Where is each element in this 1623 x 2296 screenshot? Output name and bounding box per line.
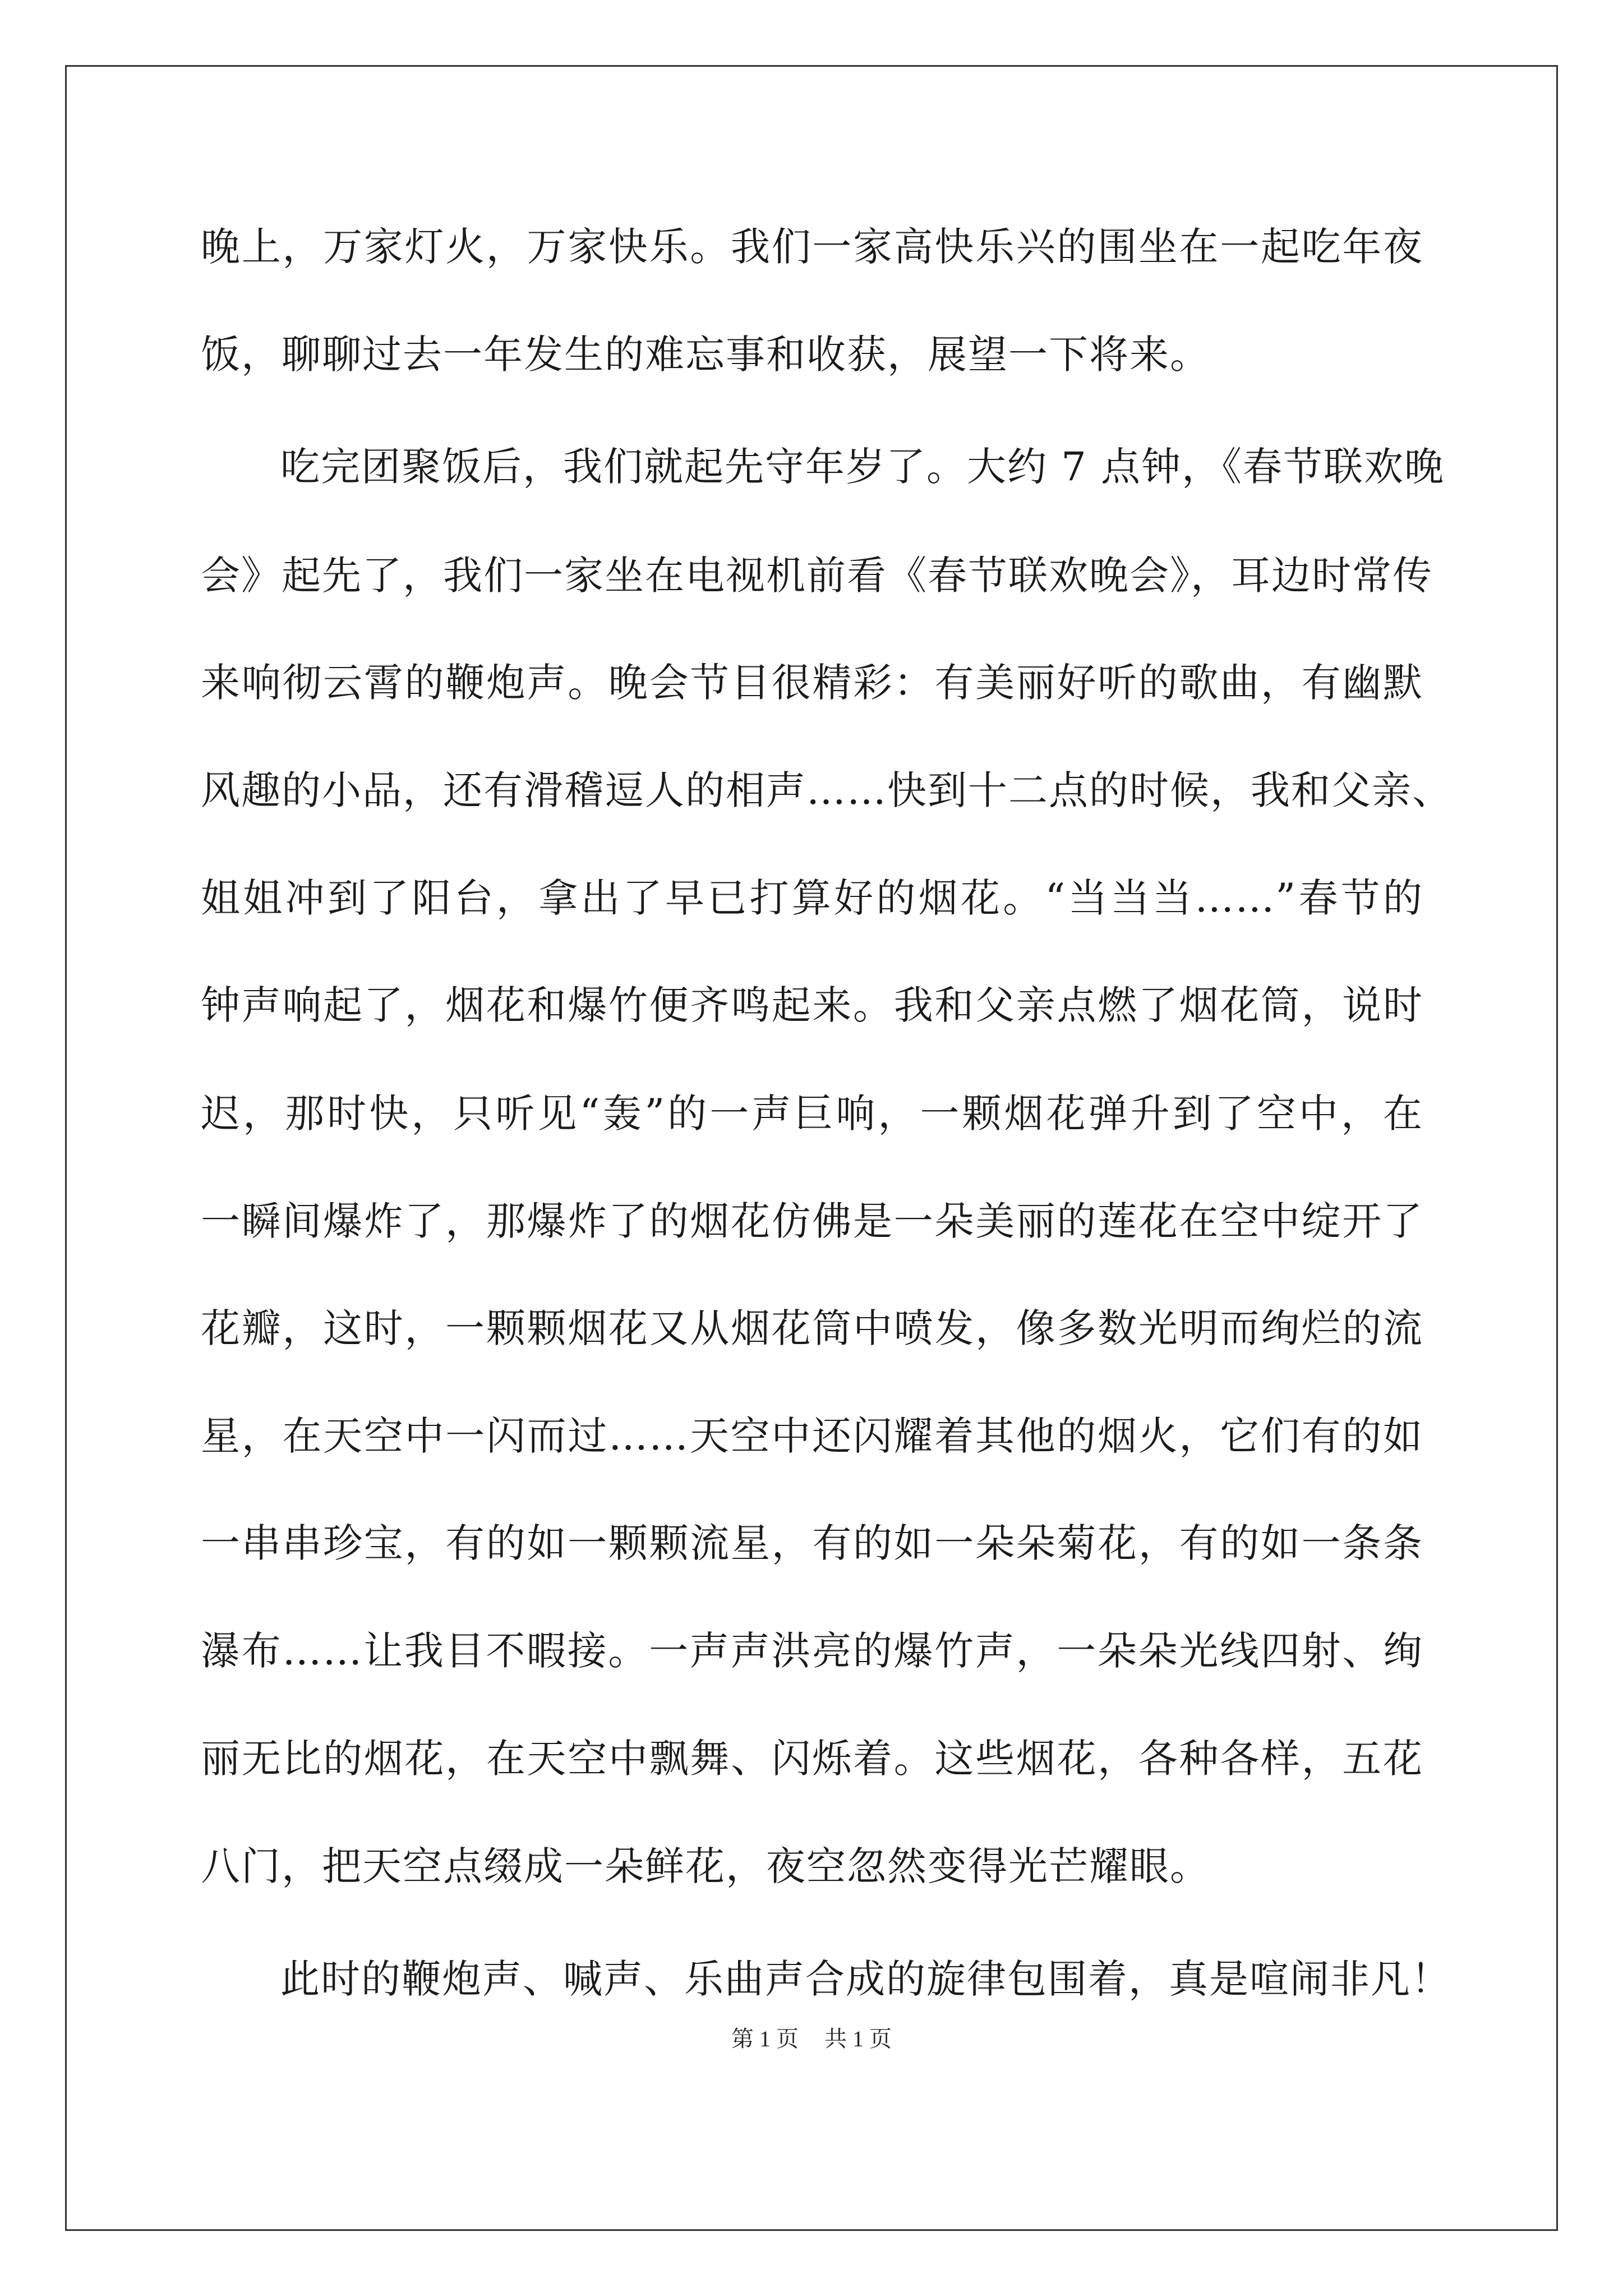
text-line: 丽无比的烟花，在天空中飘舞、闪烁着。这些烟花，各种各样，五花 bbox=[201, 1736, 1423, 1782]
text-line: 来响彻云霄的鞭炮声。晚会节目很精彩：有美丽好听的歌曲，有幽默 bbox=[201, 660, 1423, 706]
text-line: 八门，把天空点缀成一朵鲜花，夜空忽然变得光芒耀眼。 bbox=[201, 1843, 1210, 1889]
text-line: 吃完团聚饭后，我们就起先守年岁了。大约 7 点钟，《春节联欢晚 bbox=[280, 444, 1445, 490]
text-line: 一串串珍宝，有的如一颗颗流星，有的如一朵朵菊花，有的如一条条 bbox=[201, 1520, 1423, 1566]
text-line: 饭，聊聊过去一年发生的难忘事和收获，展望一下将来。 bbox=[201, 332, 1210, 378]
page-total: 共 1 页 bbox=[824, 2026, 892, 2051]
text-line: 风趣的小品，还有滑稽逗人的相声……快到十二点的时候，我和父亲、 bbox=[201, 767, 1453, 813]
text-line: 会》起先了，我们一家坐在电视机前看《春节联欢晚会》，耳边时常传 bbox=[201, 553, 1433, 599]
text-line: 姐姐冲到了阳台，拿出了早已打算好的烟花。“当当当……”春节的 bbox=[201, 875, 1423, 921]
text-line: 晚上，万家灯火，万家快乐。我们一家高快乐兴的围坐在一起吃年夜 bbox=[201, 224, 1423, 270]
text-line: 迟，那时快，只听见“轰”的一声巨响，一颗烟花弹升到了空中，在 bbox=[201, 1091, 1423, 1137]
page-number: 第 1 页 bbox=[731, 2026, 799, 2051]
text-line: 花瓣，这时，一颗颗烟花又从烟花筒中喷发，像多数光明而绚烂的流 bbox=[201, 1305, 1423, 1351]
text-line: 星，在天空中一闪而过……天空中还闪耀着其他的烟火，它们有的如 bbox=[201, 1413, 1423, 1459]
text-line: 一瞬间爆炸了，那爆炸了的烟花仿佛是一朵美丽的莲花在空中绽开了 bbox=[201, 1198, 1423, 1244]
page-border bbox=[65, 65, 1558, 2231]
text-line: 瀑布……让我目不暇接。一声声洪亮的爆竹声，一朵朵光线四射、绚 bbox=[201, 1628, 1423, 1674]
text-line: 钟声响起了，烟花和爆竹便齐鸣起来。我和父亲点燃了烟花筒，说时 bbox=[201, 982, 1423, 1028]
text-line: 此时的鞭炮声、喊声、乐曲声合成的旋律包围着，真是喧闹非凡！ bbox=[280, 1956, 1451, 2002]
page-footer bbox=[0, 2025, 1623, 2053]
